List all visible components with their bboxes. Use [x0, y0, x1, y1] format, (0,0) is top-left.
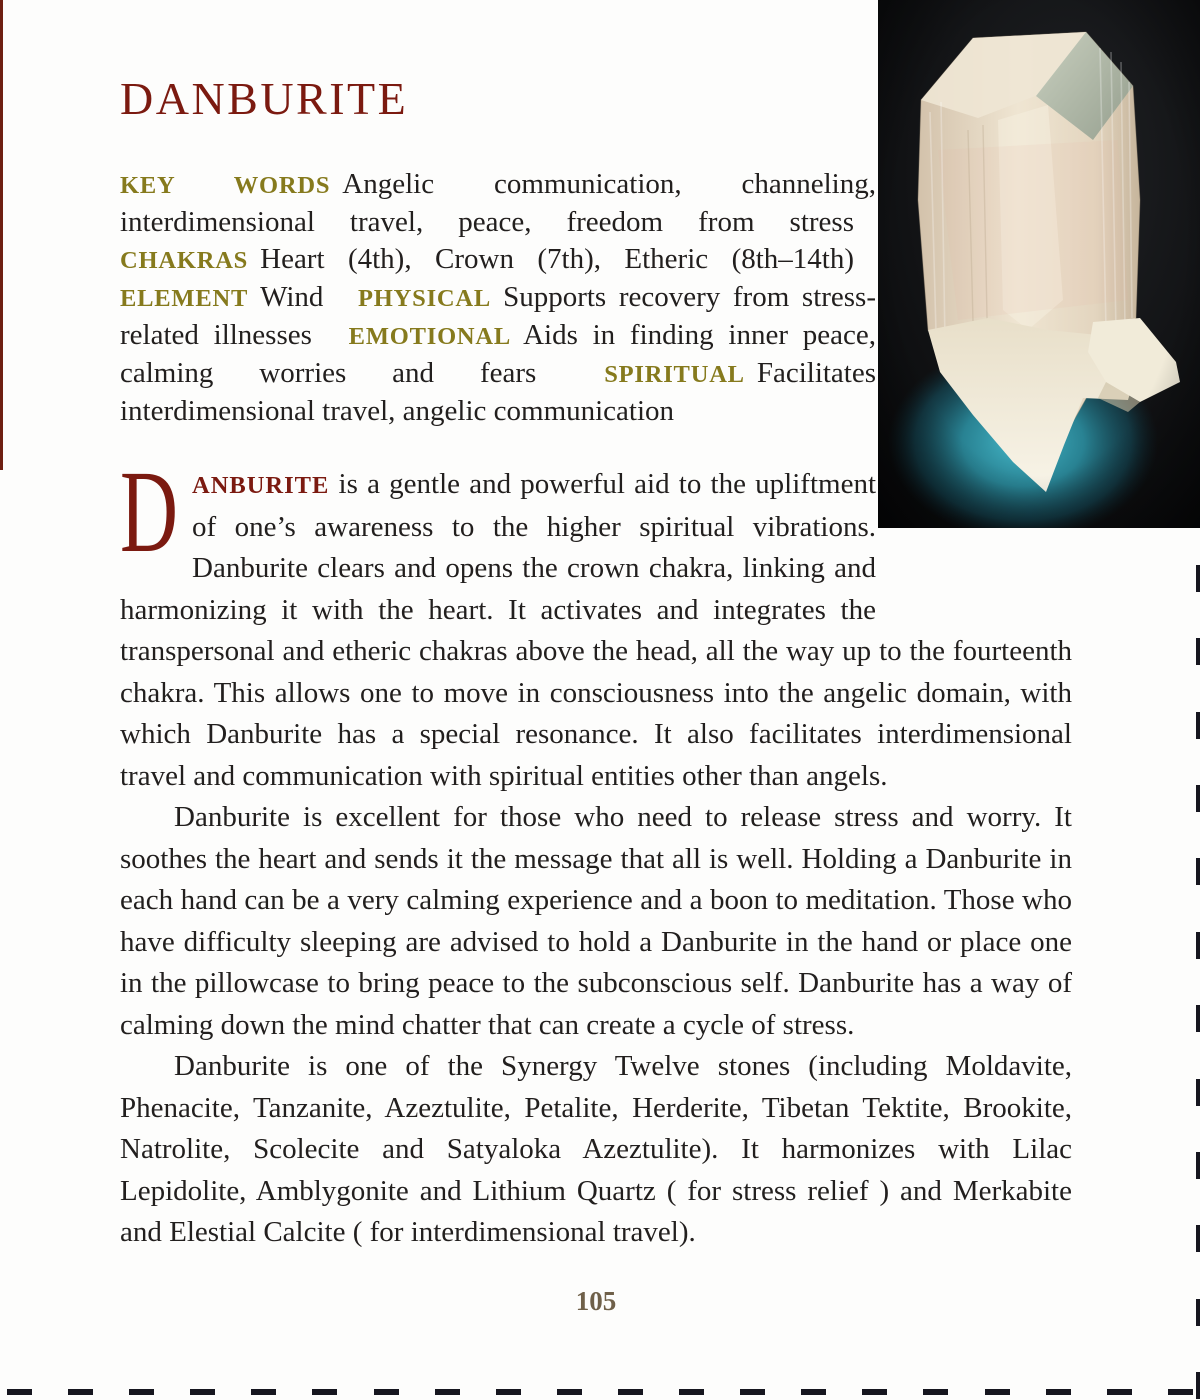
tab-mark: [1196, 565, 1200, 592]
page-title: DANBURITE: [120, 73, 409, 124]
tab-mark: [1196, 785, 1200, 812]
tab-mark: [1196, 1299, 1200, 1326]
tick-mark: [129, 1389, 154, 1395]
drop-cap: D: [120, 446, 178, 577]
tick-mark: [312, 1389, 337, 1395]
lead-smallcaps: ANBURITE: [192, 472, 330, 499]
tick-mark: [251, 1389, 276, 1395]
physical-label: PHYSICAL: [358, 285, 492, 312]
tab-mark: [1196, 1005, 1200, 1032]
tick-mark: [68, 1389, 93, 1395]
tick-mark: [7, 1389, 32, 1395]
tick-mark: [985, 1389, 1010, 1395]
tab-mark: [1196, 858, 1200, 885]
keywords-label: KEY WORDS: [120, 172, 331, 199]
emotional-label: EMOTIONAL: [348, 323, 512, 350]
bottom-edge-tick-marks: [0, 1387, 1200, 1400]
keywords-segment: [120, 168, 876, 238]
paragraph-3: Danburite is one of the Synergy Twelve stones (including Moldavite, Phenacite, Tanzanite, Azeztulite, Petalite, Herderite, Tibetan Tektite, Brookite, Natrolite, Scolecite and Satyaloka Azeztulite). It harmonizes with Lilac Lepidolite, Amblygonite and Lithium Quartz ( for stress relief ) and Merkabite and Elestial Calcite ( for interdimensional travel).: [120, 1050, 1072, 1248]
spiritual-text: Facilitates interdimensional travel, angelic communication: [120, 357, 877, 427]
chakras-segment: [120, 243, 876, 275]
paragraph-2: Danburite is excellent for those who need to release stress and worry. It soothes the heart and sends it the message that all is well. Holding a Danburite in each hand can be a very calming experience and a boon to meditation. Those who have difficulty sleeping are advised to hold a Danburite in the hand or place one in the pillowcase to bring peace to the subconscious self. Danburite has a way of calming down the mind chatter that can create a cycle of stress.: [120, 801, 1072, 1041]
left-accent-bar: [0, 0, 3, 470]
element-segment: [120, 281, 345, 313]
tick-mark: [190, 1389, 215, 1395]
element-text: Wind: [260, 281, 324, 313]
tick-mark: [923, 1389, 948, 1395]
tick-mark: [740, 1389, 765, 1395]
tick-mark: [1107, 1389, 1132, 1395]
tab-mark: [1196, 1079, 1200, 1106]
text-column: [120, 72, 1072, 1317]
tick-mark: [801, 1389, 826, 1395]
photo-wrap-spacer: [876, 72, 1072, 618]
tick-mark: [496, 1389, 521, 1395]
tab-mark: [1196, 1152, 1200, 1179]
tick-mark: [374, 1389, 399, 1395]
tab-mark: [1196, 638, 1200, 665]
tab-mark: [1196, 932, 1200, 959]
tick-mark: [679, 1389, 704, 1395]
right-edge-tab-marks: [1196, 565, 1200, 1399]
element-label: ELEMENT: [120, 285, 249, 312]
page-number: 105: [575, 1285, 617, 1316]
tick-mark: [435, 1389, 460, 1395]
tick-mark: [862, 1389, 887, 1395]
physical-text: Supports recovery from stress-related illnesses: [120, 281, 877, 351]
tick-mark: [557, 1389, 582, 1395]
emotional-text: Aids in finding inner peace, calming worries and fears: [120, 319, 876, 389]
tick-mark: [618, 1389, 643, 1395]
chakras-text: Heart (4th), Crown (7th), Etheric (8th–14th): [260, 243, 854, 275]
tick-mark: [1046, 1389, 1071, 1395]
keywords-text: Angelic communication, channeling, interdimensional travel, peace, freedom from stress: [120, 168, 876, 238]
tab-mark: [1196, 1225, 1200, 1252]
tab-mark: [1196, 712, 1200, 739]
spiritual-label: SPIRITUAL: [604, 361, 745, 388]
tick-mark: [1168, 1389, 1193, 1395]
chakras-label: CHAKRAS: [120, 247, 249, 274]
paragraph-1-text: is a gentle and powerful aid to the upliftment of one’s awareness to the higher spiritual vibrations. Danburite clears and opens the crown chakra, linking and harmonizing it with the heart. It activates and integrates the transpersonal and etheric chakras above the head, all the way up to the fourteenth chakra. This allows one to move in consciousness into the angelic domain, with which Danburite has a special resonance. It also facilitates interdimensional travel and communication with spiritual entities other than angels.: [120, 468, 1072, 792]
